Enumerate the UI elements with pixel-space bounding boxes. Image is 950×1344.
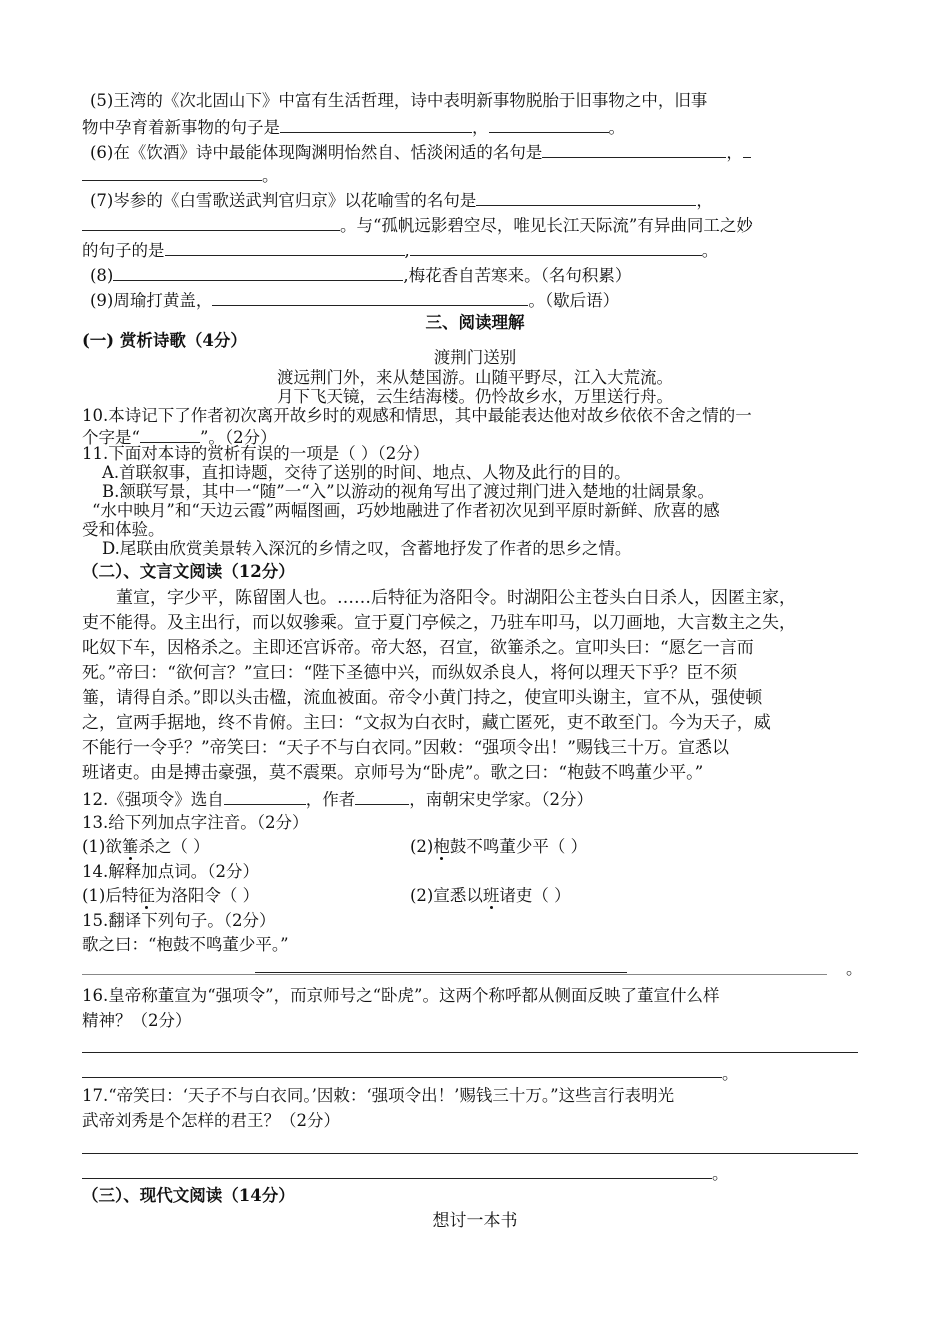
q6-blank-2a[interactable] (743, 140, 751, 158)
option-d: D.尾联由欣赏美景转入深沉的乡情之叹，含蓄地抒发了作者的思乡之情。 (102, 539, 632, 558)
passage-line-4: 死。”帝曰：“欲何言？”宣曰：“陛下圣德中兴，而纵奴杀良人，将何以理天下乎？臣不须 (82, 663, 738, 683)
q7-text-3: 的句子的是 (82, 241, 165, 260)
q8-label: (8) (90, 266, 114, 285)
option-a: A.首联叙事，直扣诗题，交待了送别的时间、地点、人物及此行的目的。 (102, 463, 631, 482)
q12-text-3: ，南朝宋史学家。（2分） (409, 790, 593, 809)
part2-heading: （二）、文言文阅读（12分） (82, 562, 295, 581)
q17-answer-line-2[interactable] (82, 1178, 712, 1179)
q15-end: 。 (846, 959, 863, 978)
passage-line-3: 叱奴下车，因格杀之。主即还宫诉帝。帝大怒，召宣，欲箠杀之。宣叩头曰：“愿乞一言而 (82, 638, 754, 658)
dotted-char: 征 (138, 886, 155, 905)
part3-heading: （三）、现代文阅读（14分） (82, 1186, 295, 1205)
section-title: 三、阅读理解 (425, 313, 525, 332)
q9-blank[interactable] (212, 288, 528, 306)
q9-line (90, 288, 619, 312)
passage-line-2: 吏不能得。及主出行，而以奴骖乘。宣于夏门亭候之，乃驻车叩马，以刀画地，大言数主之失， (82, 613, 796, 633)
q8-tail: ,梅花香自苦寒来。（名句积累） (403, 266, 632, 285)
q14-item-2: (2)宣悉以班诸吏（ ） (410, 886, 571, 905)
option-c-line1: “水中映月”和“天边云霞”两幅图画，巧妙地融进了作者初次见到平原时新鲜、欣喜的感 (92, 501, 720, 520)
option-c-line2: 受和体验。 (82, 520, 165, 539)
q15-answer-line[interactable] (82, 974, 827, 975)
q17-line1: 17.“帝笑曰：‘天子不与白衣同。’因敕：‘强项令出！’赐钱三十万。”这些言行表明光 (82, 1086, 675, 1105)
q17-line2: 武帝刘秀是个怎样的君王？（2分） (82, 1111, 340, 1130)
q12 (82, 787, 593, 811)
q8-blank[interactable] (113, 263, 403, 281)
q9-tail: 。（歇后语） (528, 291, 620, 310)
q5-blank-2[interactable] (489, 115, 609, 133)
q16-answer-line-1[interactable] (82, 1052, 858, 1053)
passage-line-5: 箠，请得自杀。”即以头击楹，流血被面。帝令小黄门持之，使宣叩头谢主，宣不从，强使顿 (82, 688, 763, 708)
q6-text: (6)在《饮酒》诗中最能体现陶渊明怡然自、恬淡闲适的名句是 (90, 143, 543, 162)
q9-label: (9)周瑜打黄盖， (90, 291, 213, 310)
q10-tail: ”。（2分） (199, 428, 277, 447)
passage-line-6: 之，宣两手据地，终不肯俯。主曰：“文叔为白衣时，藏亡匿死，吏不敢至门。今为天子，威 (82, 713, 771, 733)
q14-item-1: (1)后特征为洛阳令（ ） (82, 886, 260, 905)
q11: 11.下面对本诗的赏析有误的一项是（ ）（2分） (82, 444, 430, 463)
q7-line2 (82, 213, 753, 237)
q16-end: 。 (722, 1064, 739, 1083)
q6-line1: (6)在《饮酒》诗中最能体现陶渊明怡然自、恬淡闲适的名句是 ， (90, 140, 751, 164)
q13-item-1: (1)欲箠杀之（ ） (82, 837, 210, 856)
q7-blank-2[interactable] (82, 213, 340, 231)
q7-text: (7)岑参的《白雪歌送武判官归京》以花喻雪的名句是 (90, 191, 477, 210)
q7-line3: 的句子的是 , 。 (82, 238, 718, 262)
passage-line-7: 不能行一令乎？”帝笑曰：“天子不与白衣同。”因敕：“强项令出！”赐钱三十万。宣悉以 (82, 738, 729, 758)
q10-blank[interactable] (140, 425, 200, 443)
part1-heading: (一) 赏析诗歌（4分） (82, 331, 247, 350)
q7-blank-3[interactable] (165, 238, 405, 256)
q6-blank-1[interactable] (542, 140, 726, 158)
dotted-char: 枹 (433, 837, 450, 856)
passage-line-1: 董宣，字少平，陈留圉人也。……后特征为洛阳令。时湖阳公主苍头白日杀人，因匿主家， (82, 588, 796, 608)
q7-blank-4[interactable] (410, 238, 702, 256)
q15: 15.翻译下列句子。（2分） (82, 911, 276, 930)
q7-blank-1[interactable] (476, 188, 696, 206)
q7-text-2: 。与“孤帆远影碧空尽，唯见长江天际流”有异曲同工之妙 (340, 216, 753, 235)
q5-line1: (5)王湾的《次北固山下》中富有生活哲理，诗中表明新事物脱胎于旧事物之中，旧事 (90, 91, 708, 110)
passage-line-8: 班诸吏。由是搏击豪强，莫不震栗。京师号为“卧虎”。歌之曰：“枹鼓不鸣董少平。” (82, 763, 704, 783)
q7-line1: (7)岑参的《白雪歌送武判官归京》以花喻雪的名句是 ， (90, 188, 713, 212)
q5-text: 物中孕育着新事物的句子是 (82, 118, 280, 137)
q15-sentence: 歌之曰：“枹鼓不鸣董少平。” (82, 935, 289, 954)
q13-item-2: (2)枹鼓不鸣董少平（ ） (410, 837, 588, 856)
option-b: B.颔联写景，其中一“随”一“入”以游动的视角写出了渡过荆门进入楚地的壮阔景象。 (102, 482, 715, 501)
q12-text: 12.《强项令》选自 (82, 790, 224, 809)
q10-line1: 10.本诗记下了作者初次离开故乡时的观感和情思，其中最能表达他对故乡依依不舍之情的一 (82, 406, 752, 425)
q12-blank-1[interactable] (224, 787, 306, 805)
dotted-char: 箠 (121, 837, 139, 856)
q12-blank-2[interactable] (355, 787, 409, 805)
q6-line2: 。 (82, 163, 279, 187)
q16-answer-line-2[interactable] (82, 1077, 722, 1078)
q5-line2: 物中孕育着新事物的句子是 ， 。 (82, 115, 625, 139)
poem-title: 渡荆门送别 (433, 348, 517, 367)
dotted-char: 班 (482, 886, 500, 905)
part3-title: 想讨一本书 (432, 1211, 518, 1231)
poem-line-1: 渡远荆门外，来从楚国游。山随平野尽，江入大荒流。 (277, 368, 673, 387)
poem-line-2: 月下飞天镜，云生结海楼。仍怜故乡水，万里送行舟。 (277, 387, 673, 406)
q5-blank-1[interactable] (280, 115, 472, 133)
q16-line1: 16.皇帝称董宣为“强项令”，而京师号之“卧虎”。这两个称呼都从侧面反映了董宣什么样 (82, 986, 720, 1005)
q8-line (90, 263, 631, 287)
q17-answer-line-1[interactable] (82, 1153, 858, 1154)
q14: 14.解释加点词。（2分） (82, 862, 259, 881)
q12-text-2: ，作者 (305, 790, 356, 809)
q17-end: 。 (712, 1164, 729, 1183)
q16-line2: 精神？（2分） (82, 1011, 192, 1030)
q13: 13.给下列加点字注音。（2分） (82, 813, 309, 832)
q15-answer-line-dark (255, 972, 627, 973)
q6-blank-2[interactable] (82, 163, 262, 181)
q10-text: 个字是“ (82, 428, 140, 447)
